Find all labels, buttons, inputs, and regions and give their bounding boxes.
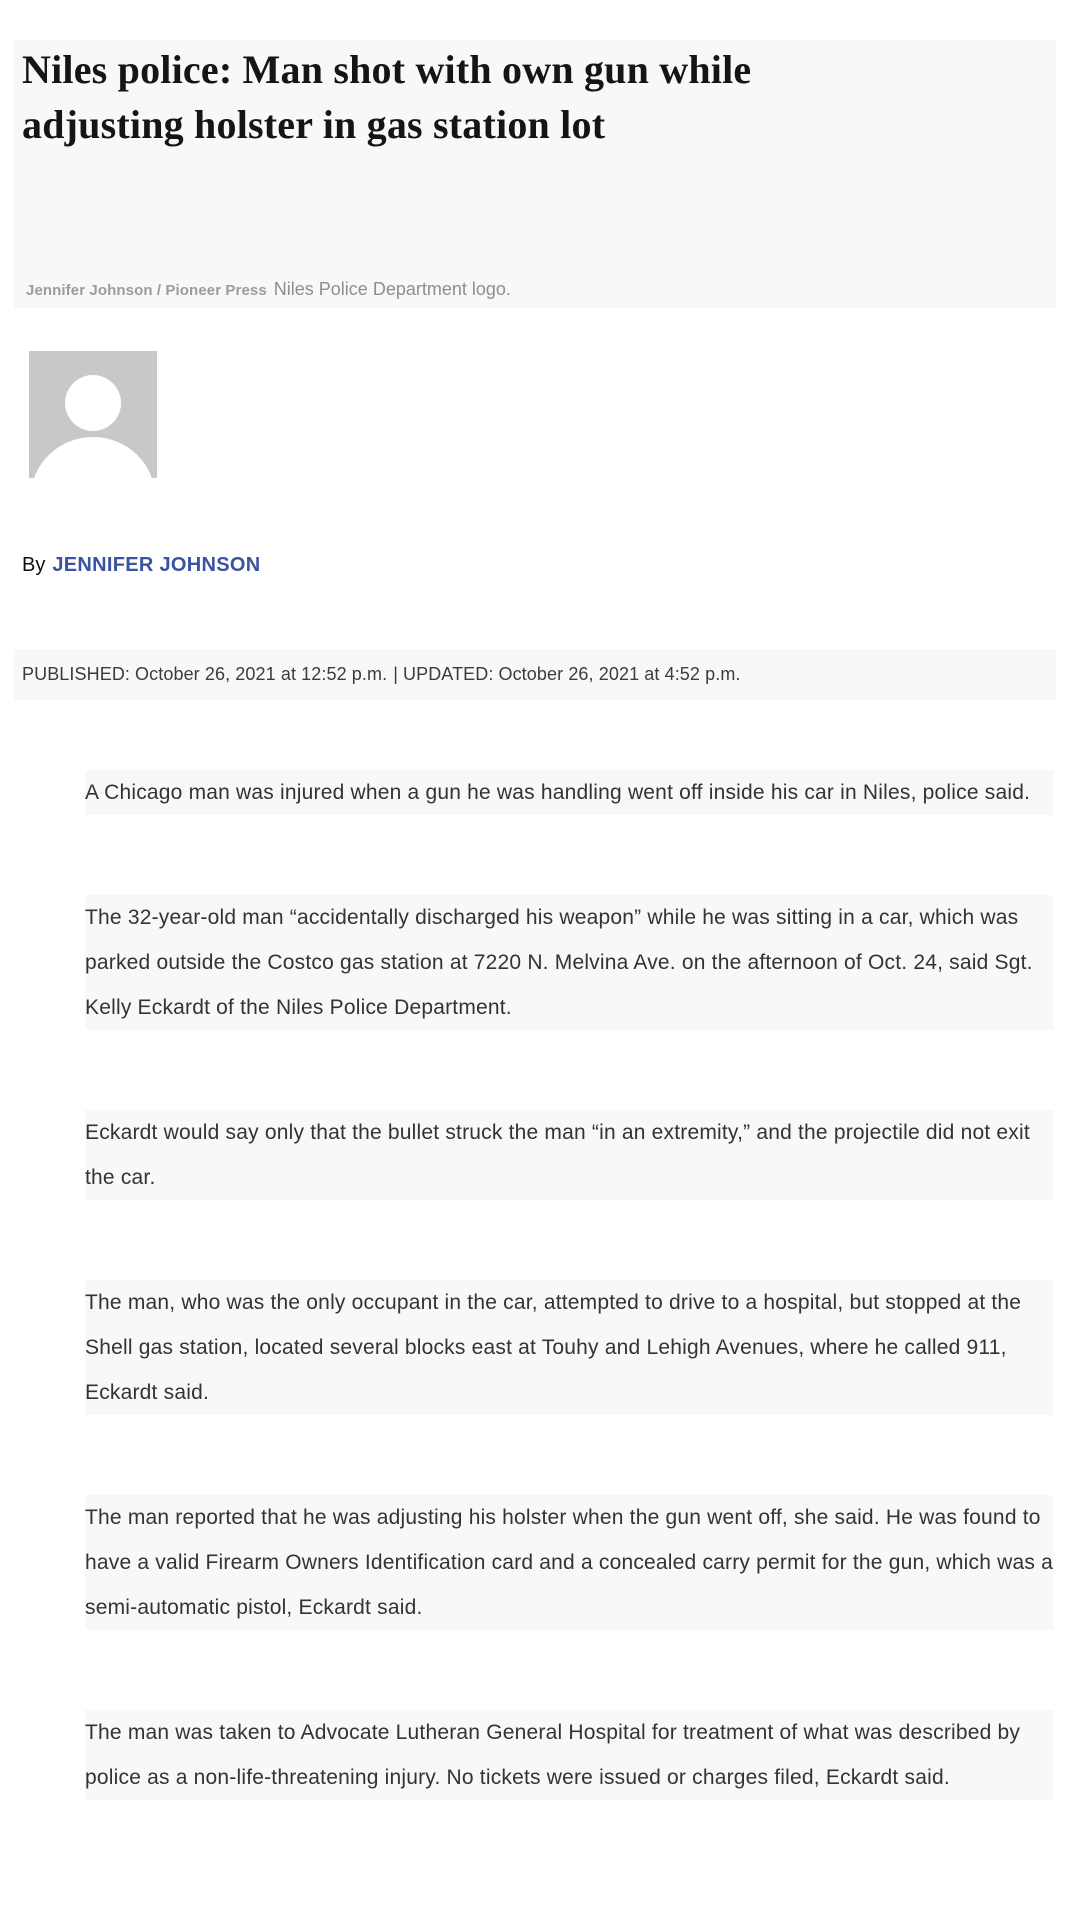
author-link[interactable]: JENNIFER JOHNSON — [52, 554, 261, 576]
timestamp-separator: | — [393, 664, 398, 684]
byline-prefix: By — [22, 554, 46, 576]
article-hero — [14, 40, 1056, 308]
body-paragraph: The 32-year-old man “accidentally discharged his weapon” while he was sitting in a car, which was parked outside the Costco gas station at 7220 N. Melvina Ave. on the afternoon of Oct. 24, said Sgt. Kelly Eckardt of the Niles Police Department. — [85, 895, 1053, 1030]
body-paragraph: The man reported that he was adjusting his holster when the gun went off, she said. He was found to have a valid Firearm Owners Identification card and a concealed carry permit for the gun, which was a semi-automatic pistol, Eckardt said. — [85, 1495, 1053, 1630]
person-icon — [65, 375, 121, 431]
timestamps-line — [14, 649, 1056, 700]
author-avatar-placeholder — [29, 351, 157, 478]
body-paragraph: Eckardt would say only that the bullet struck the man “in an extremity,” and the projectile did not exit the car. — [85, 1110, 1053, 1200]
published-date: October 26, 2021 at 12:52 p.m. — [135, 664, 388, 684]
article-headline: Niles police: Man shot with own gun while adjusting holster in gas station lot — [22, 47, 752, 147]
article-body — [0, 770, 1090, 1800]
updated-date: October 26, 2021 at 4:52 p.m. — [498, 664, 741, 684]
published-label: PUBLISHED: — [22, 664, 131, 684]
person-icon — [31, 437, 155, 478]
body-paragraph: The man was taken to Advocate Lutheran General Hospital for treatment of what was described by police as a non-life-threatening injury. No tickets were issued or charges filed, Eckardt said. — [85, 1710, 1053, 1800]
updated-label: UPDATED: — [403, 664, 494, 684]
body-paragraph: The man, who was the only occupant in the car, attempted to drive to a hospital, but stopped at the Shell gas station, located several blocks east at Touhy and Lehigh Avenues, where he called 911, Eckardt said. — [85, 1280, 1053, 1415]
body-paragraph: A Chicago man was injured when a gun he was handling went off inside his car in Niles, police said. — [85, 770, 1053, 815]
byline — [22, 554, 1090, 577]
caption-credit: Jennifer Johnson / Pioneer Press — [26, 282, 267, 299]
figure-caption — [26, 279, 511, 300]
caption-text: Niles Police Department logo. — [273, 279, 511, 299]
